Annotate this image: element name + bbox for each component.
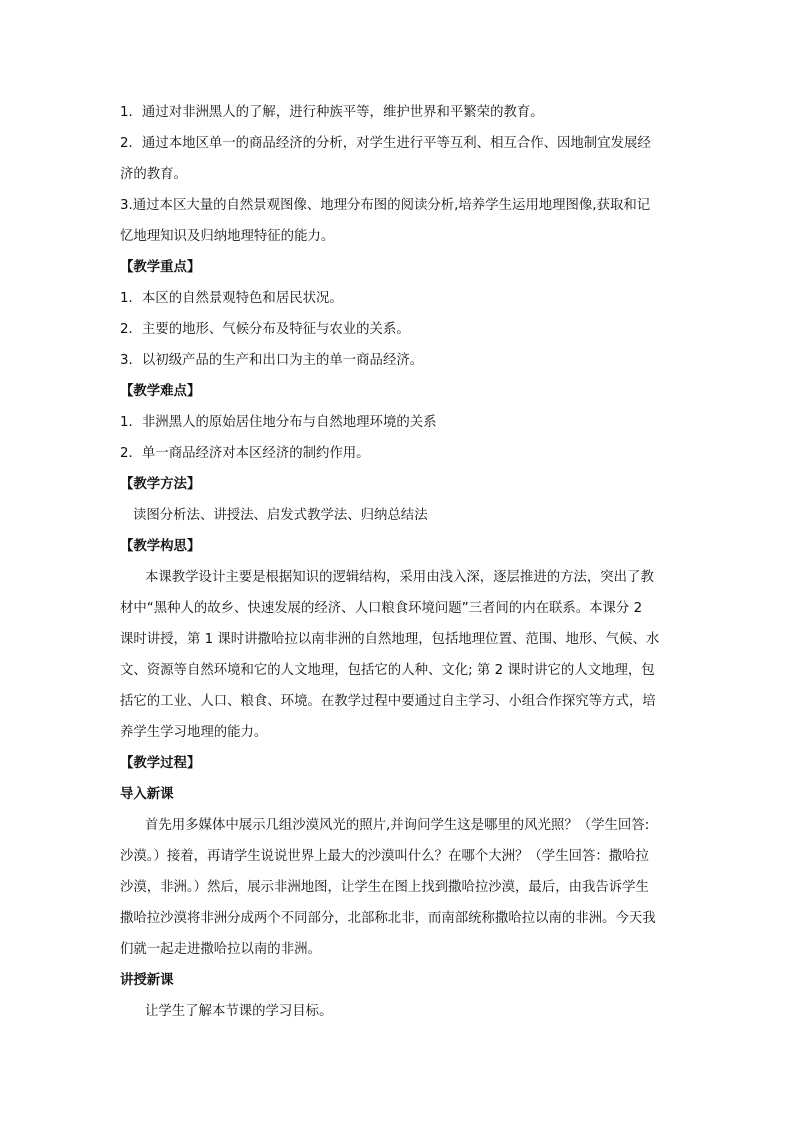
difficulty-1: 1．非洲黑人的原始居住地分布与自然地理环境的关系 [120, 415, 437, 430]
goal-item-3-line-1: 3.通过本区大量的自然景观图像、地理分布图的阅读分析,培养学生运用地理图像,获取和记 [120, 198, 651, 213]
intro-line-2: 沙漠。）接着，再请学生说说世界上最大的沙漠叫什么？在哪个大洲？（学生回答：撒哈拉 [120, 849, 649, 864]
goal-item-2-line-1: 2．通过本地区单一的商品经济的分析，对学生进行平等互利、相互合作、因地制宜发展经 [120, 136, 651, 151]
key-point-2: 2．主要的地形、气候分布及特征与农业的关系。 [120, 322, 410, 337]
key-point-3: 3．以初级产品的生产和出口为主的单一商品经济。 [120, 353, 424, 368]
methods-text: 读图分析法、讲授法、启发式教学法、归纳总结法 [133, 508, 428, 523]
intro-line-1: 首先用多媒体中展示几组沙漠风光的照片,并询问学生这是哪里的风光照？（学生回答: [145, 818, 650, 833]
intro-line-3: 沙漠，非洲。）然后，展示非洲地图，让学生在图上找到撒哈拉沙漠，最后，由我告诉学生 [120, 880, 649, 895]
intro-line-5: 们就一起走进撒哈拉以南的非洲。 [120, 942, 321, 957]
concept-line-5: 括它的工业、人口、粮食、环境。在教学过程中要通过自主学习、小组合作探究等方式，培 [120, 694, 656, 709]
intro-line-4: 撒哈拉沙漠将非洲分成两个不同部分，北部称北非，而南部统称撒哈拉以南的非洲。今天我 [120, 911, 656, 926]
lecture-line-1: 让学生了解本节课的学习目标。 [145, 1004, 333, 1019]
lecture-heading: 讲授新课 [120, 973, 174, 988]
concept-line-6: 养学生学习地理的能力。 [120, 725, 268, 740]
concept-line-3: 课时讲授，第 1 课时讲撒哈拉以南非洲的自然地理，包括地理位置、范围、地形、气候、水 [120, 632, 660, 647]
methods-heading: 【教学方法】 [120, 477, 201, 492]
concept-line-1: 本课教学设计主要是根据知识的逻辑结构，采用由浅入深，逐层推进的方法，突出了教 [145, 570, 654, 585]
concept-heading: 【教学构思】 [120, 539, 201, 554]
goal-item-2-line-2: 济的教育。 [120, 167, 187, 182]
intro-heading: 导入新课 [120, 787, 174, 802]
concept-line-4: 文、资源等自然环境和它的人文地理，包括它的人种、文化; 第 2 课时讲它的人文地理，包 [120, 663, 655, 678]
difficulties-heading: 【教学难点】 [120, 384, 201, 399]
goal-item-3-line-2: 忆地理知识及归纳地理特征的能力。 [120, 229, 335, 244]
key-point-1: 1．本区的自然景观特色和居民状况。 [120, 291, 343, 306]
key-points-heading: 【教学重点】 [120, 260, 201, 275]
process-heading: 【教学过程】 [120, 756, 201, 771]
goal-item-1: 1．通过对非洲黑人的了解，进行种族平等，维护世界和平繁荣的教育。 [120, 105, 544, 120]
difficulty-2: 2．单一商品经济对本区经济的制约作用。 [120, 446, 370, 461]
concept-line-2: 材中“黑种人的故乡、快速发展的经济、人口粮食环境问题”三者间的内在联系。本课分 2 [120, 601, 643, 616]
